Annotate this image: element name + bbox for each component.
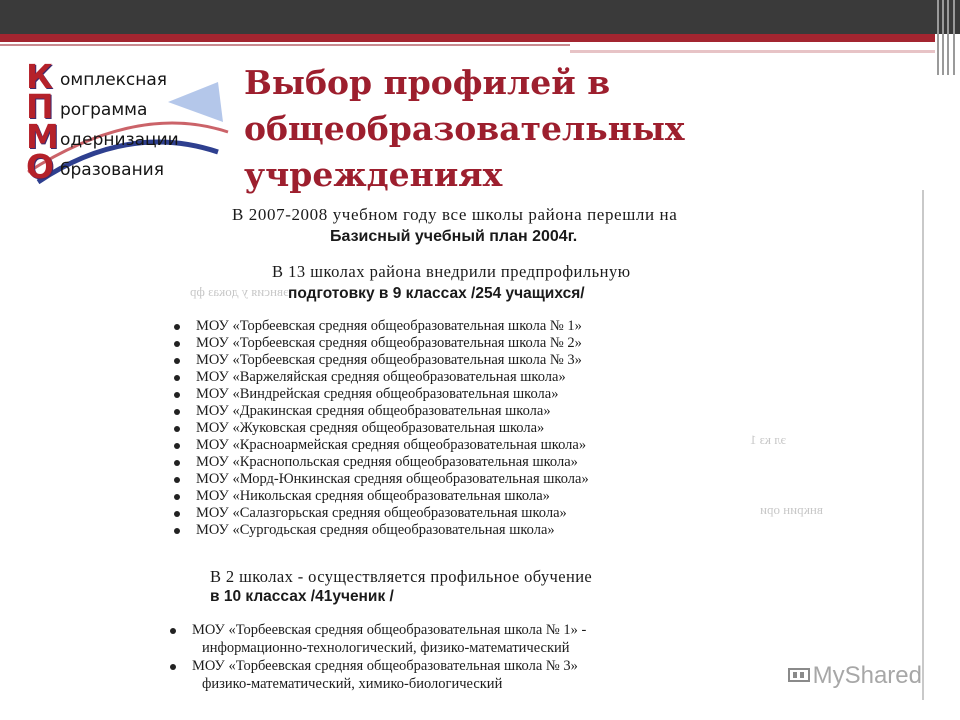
- intro-line-1: В 2007-2008 учебном году все школы района перешли на: [232, 205, 678, 224]
- list-item: МОУ «Торбеевская средняя общеобразовательная школа № 2»: [174, 335, 582, 352]
- bullet-icon: [174, 358, 180, 364]
- bleed-through-text: эвнсия у доказ фр: [190, 284, 289, 299]
- red-rule: [0, 44, 570, 46]
- logo-letter-p: П: [26, 87, 54, 126]
- profile-line-2: в 10 классах /41ученик /: [210, 588, 394, 605]
- bullet-icon: [174, 494, 180, 500]
- bullet-icon: [174, 443, 180, 449]
- bullet-icon: [174, 324, 180, 330]
- intro-line-2: Базисный учебный план 2004г.: [330, 228, 578, 245]
- bullet-icon: [170, 628, 176, 634]
- list-item: МОУ «Краснопольская средняя общеобразовательная школа»: [174, 454, 578, 471]
- list-item: МОУ «Торбеевская средняя общеобразовательная школа № 3»: [170, 658, 578, 675]
- slide-title: Выбор профилей в общеобразовательных учреждениях: [244, 63, 685, 194]
- corner-lines: [935, 0, 960, 75]
- list-item-continuation: информационно-технологический, физико-математический: [202, 640, 570, 656]
- watermark: MyShared: [812, 662, 922, 689]
- scanned-document: [160, 200, 930, 715]
- bullet-icon: [174, 477, 180, 483]
- bleed-through-text: эл кз 1: [750, 432, 787, 447]
- list-item: МОУ «Торбеевская средняя общеобразовательная школа № 1» -: [170, 622, 586, 639]
- logo-word-1: омплексная: [60, 70, 168, 90]
- list-item: МОУ «Никольская средняя общеобразовательная школа»: [174, 488, 550, 505]
- kpmo-logo: [18, 57, 233, 190]
- logo-letter-m: М: [26, 117, 59, 156]
- logo-word-4: бразования: [60, 160, 164, 180]
- list-item: МОУ «Морд-Юнкинская средняя общеобразовательная школа»: [174, 471, 589, 488]
- list-item: МОУ «Виндрейская средняя общеобразовательная школа»: [174, 386, 558, 403]
- bleed-through-text: внкрин ори: [760, 502, 824, 517]
- top-bar: [0, 0, 960, 34]
- logo-word-2: рограмма: [60, 100, 148, 120]
- bullet-icon: [170, 664, 176, 670]
- bullet-icon: [174, 375, 180, 381]
- list-item: МОУ «Сургодьская средняя общеобразовательная школа»: [174, 522, 555, 539]
- logo-letter-o: О: [26, 147, 55, 186]
- bullet-icon: [174, 426, 180, 432]
- watermark-icon: [788, 666, 810, 684]
- profile-line-1: В 2 школах - осуществляется профильное обучение: [210, 567, 593, 586]
- logo-letter-k: К: [26, 57, 53, 96]
- list-item: МОУ «Торбеевская средняя общеобразовательная школа № 3»: [174, 352, 582, 369]
- bullet-icon: [174, 528, 180, 534]
- bullet-icon: [174, 409, 180, 415]
- pre-profile-line-2: подготовку в 9 классах /254 учащихся/: [288, 285, 585, 302]
- list-item: МОУ «Салазгорьская средняя общеобразовательная школа»: [174, 505, 567, 522]
- bullet-icon: [174, 341, 180, 347]
- red-band: [0, 34, 935, 42]
- pre-profile-line-1: В 13 школах района внедрили предпрофильную: [272, 262, 631, 281]
- red-rule-secondary: [570, 50, 935, 53]
- list-item: МОУ «Варжеляйская средняя общеобразовательная школа»: [174, 369, 566, 386]
- logo-word-3: одернизации: [60, 130, 179, 150]
- list-item: МОУ «Красноармейская средняя общеобразовательная школа»: [174, 437, 586, 454]
- list-item: МОУ «Торбеевская средняя общеобразовательная школа № 1»: [174, 318, 582, 335]
- bullet-icon: [174, 460, 180, 466]
- bullet-icon: [174, 392, 180, 398]
- list-item: МОУ «Дракинская средняя общеобразовательная школа»: [174, 403, 551, 420]
- list-item: МОУ «Жуковская средняя общеобразовательная школа»: [174, 420, 544, 437]
- bullet-icon: [174, 511, 180, 517]
- list-item-continuation: физико-математический, химико-биологический: [202, 676, 503, 692]
